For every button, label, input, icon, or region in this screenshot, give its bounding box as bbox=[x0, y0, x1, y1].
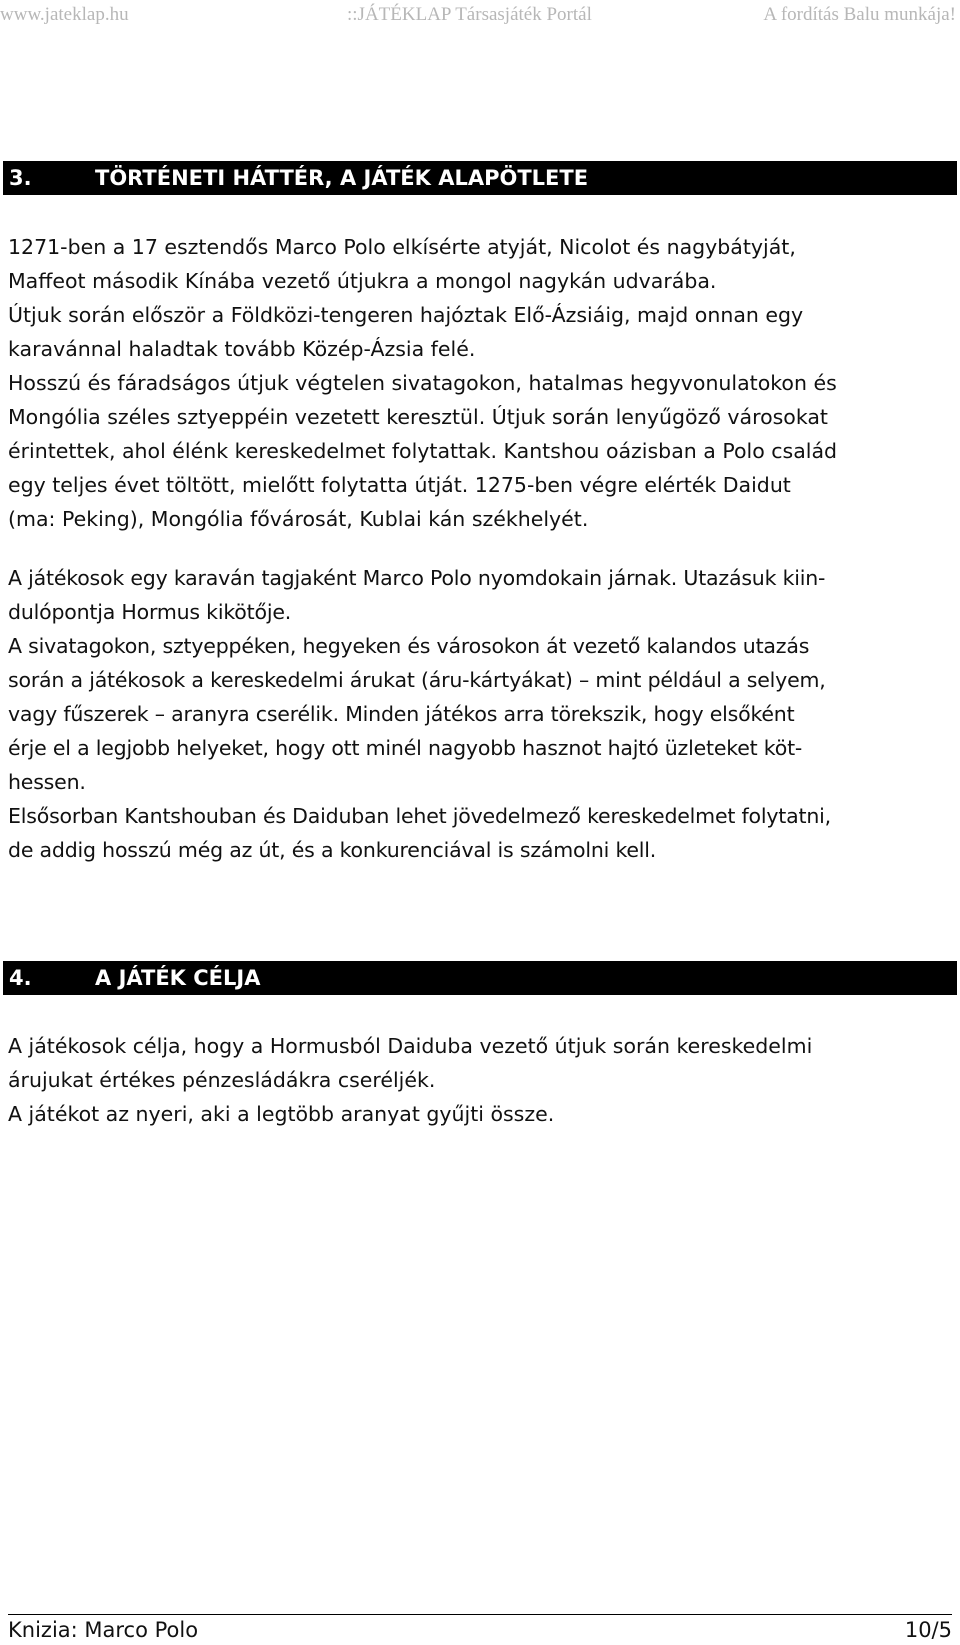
text-line: egy teljes évet töltött, mielőtt folytatta útját. 1275-ben végre elérték Daidut bbox=[8, 473, 791, 497]
page-footer bbox=[8, 1614, 952, 1644]
section-3-number: 3. bbox=[9, 166, 32, 190]
text-line: vagy fűszerek – aranyra cserélik. Minden játékos arra törekszik, hogy elsőként bbox=[8, 702, 795, 726]
section-3-heading bbox=[3, 161, 957, 195]
text-line: Elsősorban Kantshouban és Daiduban lehet jövedelmező kereskedelmet folytatni, bbox=[8, 804, 831, 828]
section-4-title: A JÁTÉK CÉLJA bbox=[95, 966, 261, 990]
section-4-number: 4. bbox=[9, 966, 32, 990]
text-line: Hosszú és fáradságos útjuk végtelen sivatagokon, hatalmas hegyvonulatokon és bbox=[8, 371, 837, 395]
section-4-heading bbox=[3, 961, 957, 995]
section-3-paragraph-gameplay bbox=[8, 561, 952, 867]
text-line: karavánnal haladtak tovább Közép-Ázsia felé. bbox=[8, 337, 476, 361]
section-4-paragraph-goal bbox=[8, 1029, 952, 1131]
section-3-title: TÖRTÉNETI HÁTTÉR, A JÁTÉK ALAPÖTLETE bbox=[95, 166, 589, 190]
section-3-paragraph-history bbox=[8, 230, 952, 536]
text-line: A játékot az nyeri, aki a legtöbb aranyat gyűjti össze. bbox=[8, 1102, 555, 1126]
text-line: Maffeot második Kínába vezető útjukra a mongol nagykán udvarába. bbox=[8, 269, 717, 293]
text-line: A játékosok egy karaván tagjaként Marco Polo nyomdokain járnak. Utazásuk kiin- bbox=[8, 566, 826, 590]
text-line: de addig hosszú még az út, és a konkurenciával is számolni kell. bbox=[8, 838, 657, 862]
header-portal-title: ::JÁTÉKLAP Társasjáték Portál bbox=[347, 4, 592, 25]
text-line: A játékosok célja, hogy a Hormusból Daiduba vezető útjuk során kereskedelmi bbox=[8, 1034, 813, 1058]
footer-document-title: Knizia: Marco Polo bbox=[8, 1618, 199, 1642]
text-line: Mongólia széles sztyeppéin vezetett keresztül. Útjuk során lenyűgöző városokat bbox=[8, 405, 828, 429]
text-line: Útjuk során először a Földközi-tengeren hajóztak Elő-Ázsiáig, majd onnan egy bbox=[8, 303, 804, 327]
text-line: árujukat értékes pénzesládákra cseréljék. bbox=[8, 1068, 436, 1092]
text-line: érje el a legjobb helyeket, hogy ott minél nagyobb hasznot hajtó üzleteket köt- bbox=[8, 736, 803, 760]
text-line: során a játékosok a kereskedelmi árukat (áru-kártyákat) – mint például a selyem, bbox=[8, 668, 826, 692]
header-translator-note: A fordítás Balu munkája! bbox=[763, 4, 956, 25]
text-line: dulópontja Hormus kikötője. bbox=[8, 600, 292, 624]
header-site-link[interactable]: www.jateklap.hu bbox=[0, 4, 129, 25]
text-line: érintettek, ahol élénk kereskedelmet folytattak. Kantshou oázisban a Polo család bbox=[8, 439, 838, 463]
text-line: (ma: Peking), Mongólia fővárosát, Kublai kán székhelyét. bbox=[8, 507, 589, 531]
text-line: A sivatagokon, sztyeppéken, hegyeken és városokon át vezető kalandos utazás bbox=[8, 634, 810, 658]
page-header bbox=[0, 4, 960, 28]
footer-page-number: 10/5 bbox=[904, 1618, 952, 1642]
text-line: hessen. bbox=[8, 770, 86, 794]
text-line: 1271-ben a 17 esztendős Marco Polo elkísérte atyját, Nicolot és nagybátyját, bbox=[8, 235, 796, 259]
